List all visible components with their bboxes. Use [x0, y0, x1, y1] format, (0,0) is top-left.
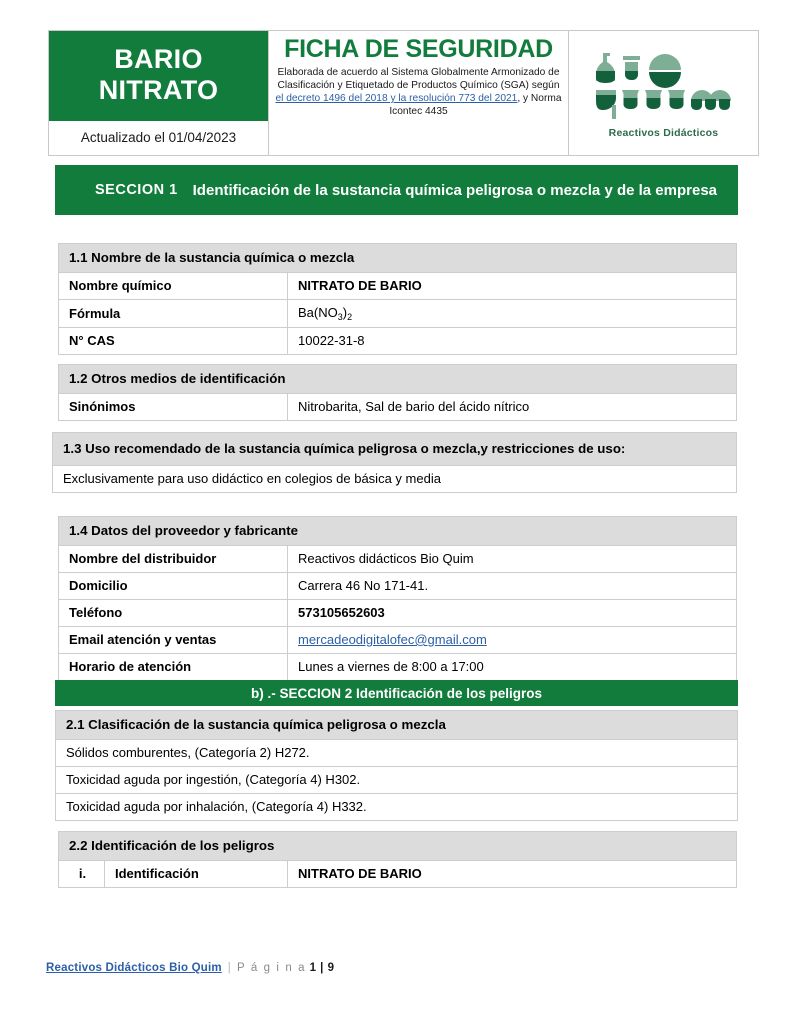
row-value-cas: 10022-31-8	[288, 328, 737, 355]
table-1-3-recommended-use	[52, 432, 737, 493]
last-updated-label: Actualizado el 01/04/2023	[80, 130, 237, 145]
table-2-2-hazard-identification	[58, 831, 737, 888]
table-row-heading	[56, 711, 738, 740]
table-2-1-classification	[55, 710, 738, 821]
block-2-1-heading: 2.1 Clasificación de la sustancia química peligrosa o mezcla	[56, 711, 738, 740]
sheet-subtitle	[275, 66, 562, 118]
row-value-email-cell	[288, 627, 737, 654]
table-row	[56, 794, 738, 821]
hazard-item-2: Toxicidad aguda por ingestión, (Categoría 4) H302.	[56, 767, 738, 794]
bioquim-logo-glassware-icon	[589, 49, 739, 121]
product-name-block	[49, 31, 268, 121]
table-row	[59, 546, 737, 573]
row-label-horario: Horario de atención	[59, 654, 288, 681]
table-row-heading	[59, 365, 737, 394]
table-row-heading	[59, 244, 737, 273]
block-1-3-content: Exclusivamente para uso didáctico en colegios de básica y media	[53, 466, 737, 493]
row-label-telefono: Teléfono	[59, 600, 288, 627]
row-value-telefono: 573105652603	[288, 600, 737, 627]
table-row	[59, 273, 737, 300]
row-label-email: Email atención y ventas	[59, 627, 288, 654]
section-1-title: Identificación de la sustancia química peligrosa o mezcla y de la empresa	[192, 181, 718, 199]
block-1-2-heading: 1.2 Otros medios de identificación	[59, 365, 737, 394]
section-1-label: SECCION 1	[95, 182, 178, 198]
table-row	[59, 600, 737, 627]
row-label-cas: N° CAS	[59, 328, 288, 355]
header-product-cell	[49, 31, 269, 156]
section-1-banner	[55, 165, 738, 215]
footer-page-number: 1 | 9	[309, 962, 335, 974]
section-2-banner	[55, 680, 738, 706]
table-row	[56, 767, 738, 794]
table-row	[59, 300, 737, 328]
hazard-item-1: Sólidos comburentes, (Categoría 2) H272.	[56, 740, 738, 767]
table-row	[59, 627, 737, 654]
logo-tagline: Reactivos Didácticos	[608, 127, 719, 139]
header-title-cell	[269, 31, 569, 156]
document-header	[48, 30, 759, 156]
subtitle-text-before-link: Elaborada de acuerdo al Sistema Globalmente Armonizado de Clasificación y Etiquetado de Productos Químico (SGA) según	[277, 67, 560, 91]
regulation-link[interactable]: el decreto 1496 del 2018 y la resolución 773 del 2021	[275, 93, 518, 104]
footer-page-label: P á g i n a	[236, 962, 307, 974]
table-row	[53, 466, 737, 493]
product-name-line2: NITRATO	[98, 75, 219, 105]
row-label-sinonimos: Sinónimos	[59, 394, 288, 421]
header-logo-cell	[569, 31, 759, 156]
block-2-2-heading: 2.2 Identificación de los peligros	[59, 832, 737, 861]
table-row-heading	[53, 433, 737, 466]
block-1-3-heading: 1.3 Uso recomendado de la sustancia química peligrosa o mezcla,y restricciones de uso:	[53, 433, 737, 466]
page-footer	[46, 962, 334, 974]
block-1-1-heading: 1.1 Nombre de la sustancia química o mezcla	[59, 244, 737, 273]
table-1-2-other-identifiers	[58, 364, 737, 421]
table-1-1-substance-name	[58, 243, 737, 355]
row-value-distribuidor: Reactivos didácticos Bio Quim	[288, 546, 737, 573]
product-name-line1: BARIO	[114, 44, 203, 74]
table-row	[56, 740, 738, 767]
row-label-domicilio: Domicilio	[59, 573, 288, 600]
row-label-formula: Fórmula	[59, 300, 288, 328]
block-1-4-heading: 1.4 Datos del proveedor y fabricante	[59, 517, 737, 546]
table-row	[59, 573, 737, 600]
sheet-title: FICHA DE SEGURIDAD	[284, 35, 553, 63]
subtitle-text-after-link: , y Norma Icontec 4435	[389, 93, 562, 117]
table-1-4-supplier-data	[58, 516, 737, 681]
footer-company-link[interactable]: Reactivos Didácticos Bio Quim	[46, 962, 222, 974]
table-row	[59, 394, 737, 421]
table-row-heading	[59, 517, 737, 546]
row-value-horario: Lunes a viernes de 8:00 a 17:00	[288, 654, 737, 681]
row-value-nombre-quimico: NITRATO DE BARIO	[288, 273, 737, 300]
table-row-heading	[59, 832, 737, 861]
hazard-item-3: Toxicidad aguda por inhalación, (Categoría 4) H332.	[56, 794, 738, 821]
row-value-formula: $Ba(NO_3)_2$	[288, 300, 737, 328]
row-label-nombre-quimico: Nombre químico	[59, 273, 288, 300]
row-value-domicilio: Carrera 46 No 171-41.	[288, 573, 737, 600]
email-link[interactable]: mercadeodigitalofec@gmail.com	[298, 632, 487, 647]
table-row	[59, 328, 737, 355]
table-row	[59, 654, 737, 681]
bioquim-logo	[589, 43, 739, 143]
footer-separator: |	[227, 962, 231, 974]
table-row	[59, 861, 737, 888]
row-value-identificacion: NITRATO DE BARIO	[288, 861, 737, 888]
section-2-title: b) .- SECCION 2 Identificación de los peligros	[250, 685, 543, 701]
row-label-distribuidor: Nombre del distribuidor	[59, 546, 288, 573]
row-label-identificacion: Identificación	[105, 861, 288, 888]
row-roman-numeral: i.	[59, 861, 105, 888]
row-value-sinonimos: Nitrobarita, Sal de bario del ácido nítrico	[288, 394, 737, 421]
